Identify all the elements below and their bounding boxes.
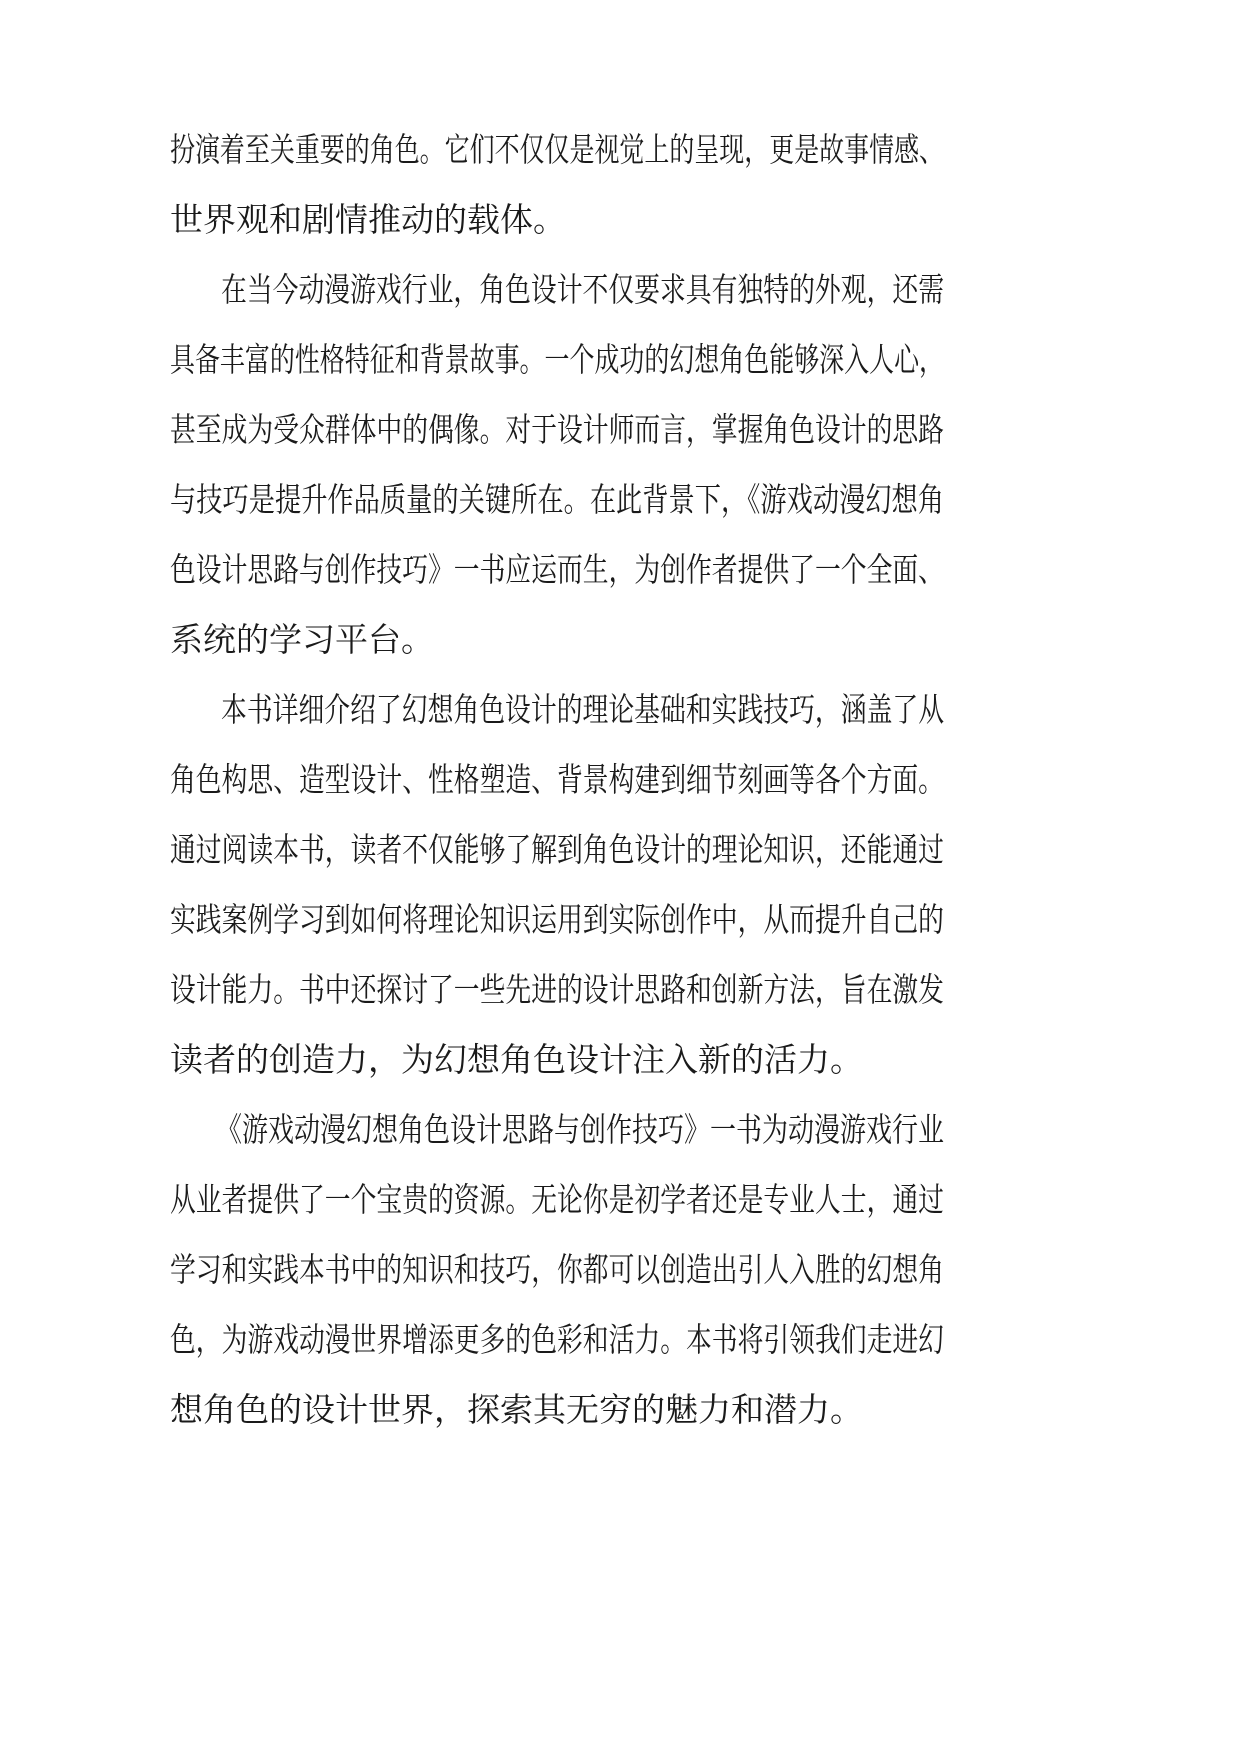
paragraph-line [0, 824, 1241, 876]
paragraph-line [0, 1244, 1241, 1296]
line-text: 想角色的设计世界，探索其无穷的魅力和潜力。 [170, 1390, 863, 1429]
paragraph-line [0, 754, 1241, 806]
line-text: 具备丰富的性格特征和背景故事。一个成功的幻想角色能够深入人心， [170, 340, 945, 379]
paragraph-line [0, 1384, 1241, 1436]
line-text: 角色构思、造型设计、性格塑造、背景构建到细节刻画等各个方面。 [170, 760, 944, 799]
paragraph-line [0, 1034, 1241, 1086]
paragraph-line [0, 334, 1241, 386]
line-text: 《游戏动漫幻想角色设计思路与创作技巧》一书为动漫游戏行业 [216, 1110, 945, 1149]
paragraph-line [0, 1314, 1241, 1366]
line-text: 通过阅读本书，读者不仅能够了解到角色设计的理论知识，还能通过 [170, 830, 944, 869]
paragraph-line [0, 264, 1241, 316]
paragraph-line [0, 1174, 1241, 1226]
paragraph-line [0, 124, 1241, 176]
paragraph-line [0, 194, 1241, 246]
paragraph-line [0, 894, 1241, 946]
line-text: 实践案例学习到如何将理论知识运用到实际创作中，从而提升自己的 [170, 900, 944, 939]
line-text: 与技巧是提升作品质量的关键所在。在此背景下，《游戏动漫幻想角 [170, 480, 945, 519]
line-text: 设计能力。书中还探讨了一些先进的设计思路和创新方法，旨在激发 [170, 970, 944, 1009]
paragraph-line [0, 544, 1241, 596]
paragraph-line [0, 614, 1241, 666]
paragraph-line [0, 404, 1241, 456]
paragraph-line [0, 684, 1241, 736]
line-text: 世界观和剧情推动的载体。 [170, 200, 566, 239]
line-text: 在当今动漫游戏行业，角色设计不仅要求具有独特的外观，还需 [221, 270, 945, 309]
line-text: 甚至成为受众群体中的偶像。对于设计师而言，掌握角色设计的思路 [170, 410, 944, 449]
line-text: 色，为游戏动漫世界增添更多的色彩和活力。本书将引领我们走进幻 [170, 1320, 944, 1359]
paragraph-line [0, 474, 1241, 526]
line-text: 学习和实践本书中的知识和技巧，你都可以创造出引人入胜的幻想角 [170, 1250, 944, 1289]
line-text: 读者的创造力，为幻想角色设计注入新的活力。 [170, 1040, 863, 1079]
line-text: 扮演着至关重要的角色。它们不仅仅是视觉上的呈现，更是故事情感、 [170, 130, 945, 169]
line-text: 本书详细介绍了幻想角色设计的理论基础和实践技巧，涵盖了从 [221, 690, 945, 729]
line-text: 从业者提供了一个宝贵的资源。无论你是初学者还是专业人士，通过 [170, 1180, 944, 1219]
line-text: 色设计思路与创作技巧》一书应运而生，为创作者提供了一个全面、 [170, 550, 944, 589]
paragraph-line [0, 1104, 1241, 1156]
line-text: 系统的学习平台。 [170, 620, 434, 659]
paragraph-line [0, 964, 1241, 1016]
